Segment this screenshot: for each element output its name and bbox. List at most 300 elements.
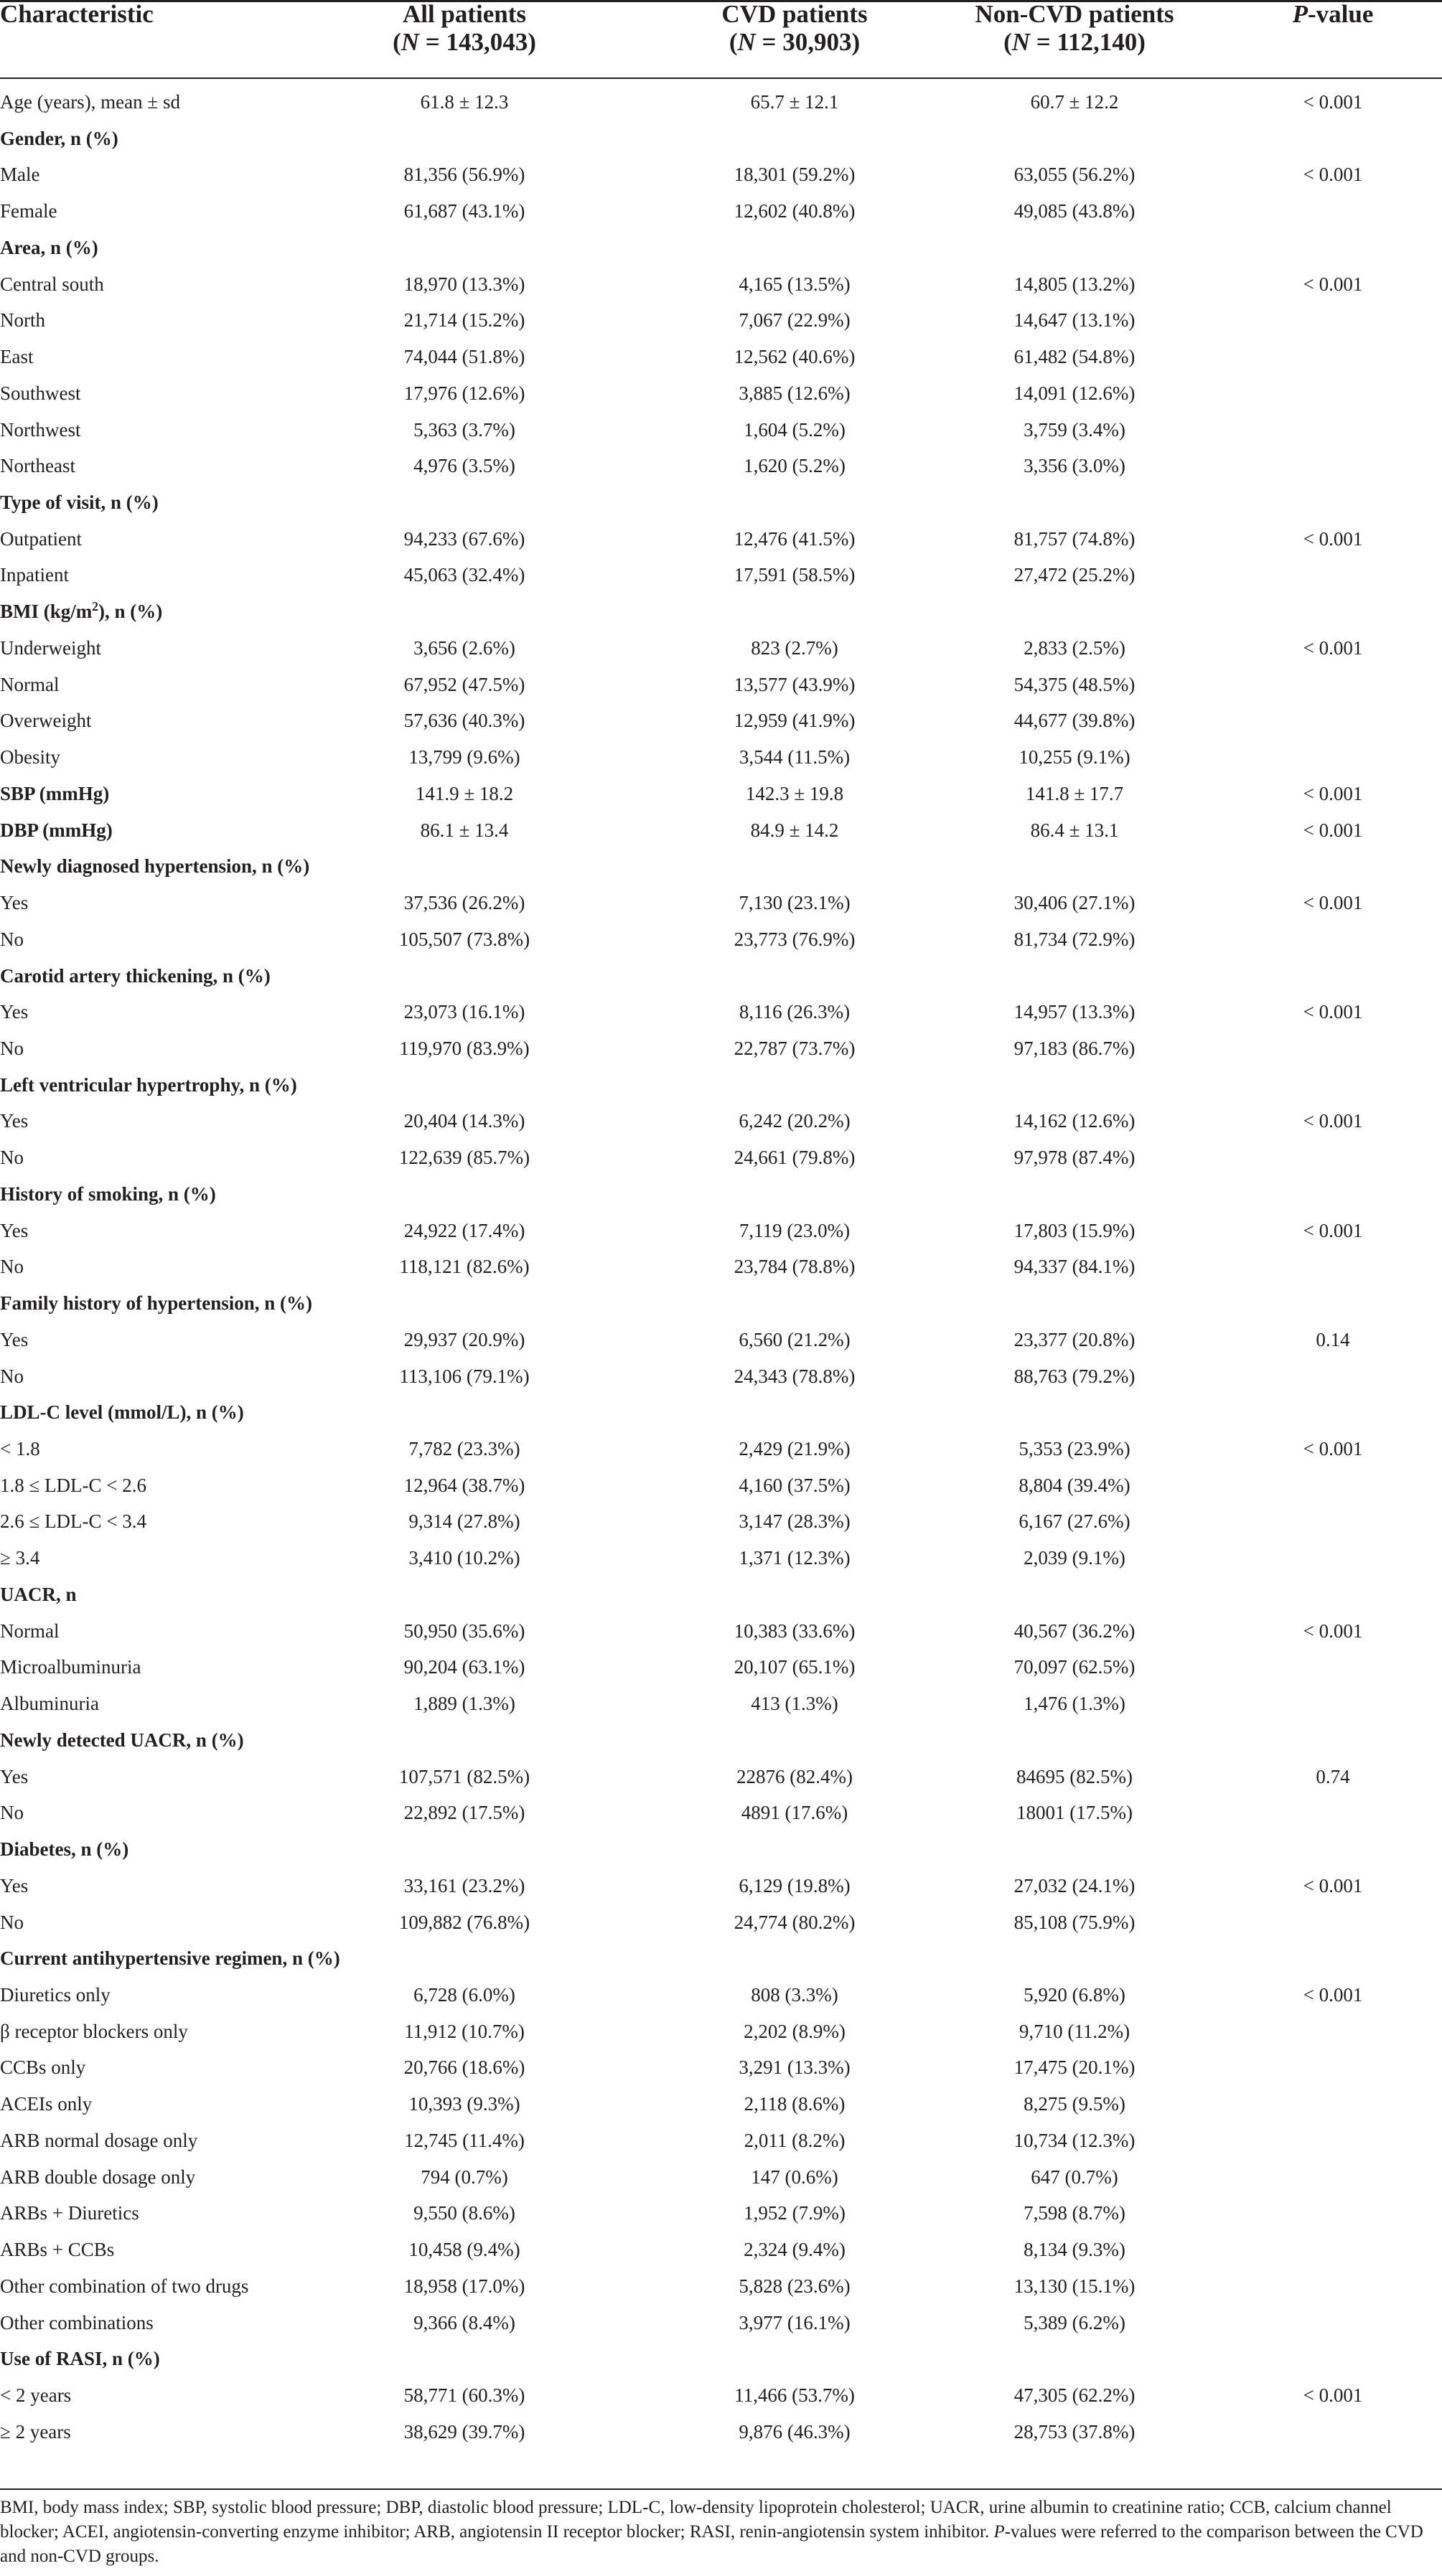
all-patients-cell: 5,363 (3.7%) [413, 418, 515, 441]
cvd-patients-cell: 9,876 (46.3%) [739, 2420, 851, 2443]
row-label: BMI $(kg/m^2)$, n (%) [0, 599, 163, 623]
header-rule [0, 77, 1442, 79]
row-label: No [0, 1037, 24, 1059]
noncvd-patients-cell: 14,647 (13.1%) [1013, 309, 1136, 332]
all-patients-cell: 20,766 (18.6%) [403, 2056, 525, 2079]
row-label: Left ventricular hypertrophy, n (%) [0, 1073, 297, 1096]
table-row [0, 1649, 1442, 1686]
cvd-patients-cell: 1,604 (5.2%) [744, 418, 846, 441]
table-row [0, 193, 1442, 230]
noncvd-patients-cell: 2,833 (2.5%) [1024, 636, 1125, 659]
table-section-row [0, 1722, 1442, 1759]
table-row [0, 2013, 1442, 2050]
row-label: Yes [0, 1219, 29, 1241]
header-noncvd-patients [938, 0, 1211, 79]
table-row [0, 1540, 1442, 1576]
cvd-patients-cell: 6,560 (21.2%) [739, 1328, 851, 1350]
cvd-patients-cell: 65.7 ± 12.1 [750, 91, 839, 113]
table-row [0, 667, 1442, 703]
p-value-cell: < 0.001 [1303, 1001, 1363, 1023]
p-value-cell: 0.74 [1316, 1765, 1350, 1787]
header-noncvd-patients-n: (N = 112,140) [1003, 28, 1146, 56]
cvd-patients-cell: 823 (2.7%) [751, 636, 838, 659]
noncvd-patients-cell: 7,598 (8.7%) [1024, 2202, 1125, 2224]
cvd-patients-cell: 23,784 (78.8%) [734, 1256, 856, 1278]
row-label: Current antihypertensive regimen, n (%) [0, 1947, 340, 1970]
row-label: Newly diagnosed hypertension, n (%) [0, 855, 310, 878]
all-patients-cell: 6,728 (6.0%) [413, 1983, 515, 2006]
header-p-value-label: P-value [1292, 0, 1374, 28]
all-patients-cell: 22,892 (17.5%) [403, 1802, 525, 1824]
all-patients-cell: 10,458 (9.4%) [408, 2239, 520, 2261]
all-patients-cell: 119,970 (83.9%) [399, 1037, 530, 1059]
all-patients-cell: 4,976 (3.5%) [413, 455, 515, 477]
noncvd-patients-cell: 28,753 (37.8%) [1013, 2420, 1136, 2443]
cvd-patients-cell: 84.9 ± 14.2 [750, 819, 839, 841]
noncvd-patients-cell: 17,475 (20.1%) [1013, 2056, 1136, 2079]
p-value-cell: < 0.001 [1303, 91, 1363, 113]
header-p-value [1225, 0, 1441, 79]
row-label: North [0, 309, 45, 332]
p-value-cell: < 0.001 [1303, 1219, 1363, 1241]
table-footnote: BMI, body mass index; SBP, systolic blood pressure; DBP, diastolic blood pressure; LDL-C, low-density lipoprotein cholesterol; UACR, urine albumin to creatinine ratio; CCB, calcium channel blocker; ACEI, angiotensin-converting enzyme inhibitor; ARB, angiotensin II receptor blocker; RASI, renin-angiotensin system inhibitor. P-values were referred to the comparison between the CVD and non-CVD groups. [0, 2498, 1423, 2566]
table-section-row [0, 1285, 1442, 1322]
noncvd-patients-cell: 47,305 (62.2%) [1013, 2384, 1136, 2406]
table-row [0, 1139, 1442, 1176]
cvd-patients-cell: 6,242 (20.2%) [739, 1110, 851, 1132]
table-row [0, 2414, 1442, 2450]
noncvd-patients-cell: 17,803 (15.9%) [1013, 1219, 1136, 1241]
table-row [0, 375, 1442, 412]
all-patients-cell: 61.8 ± 12.3 [420, 91, 509, 113]
row-label: ARBs + Diuretics [0, 2202, 139, 2224]
all-patients-cell: 794 (0.7%) [421, 2166, 508, 2188]
noncvd-patients-cell: 5,389 (6.2%) [1024, 2311, 1125, 2333]
row-label: Male [0, 164, 40, 186]
all-patients-cell: 105,507 (73.8%) [398, 928, 530, 950]
noncvd-patients-cell: 81,757 (74.8%) [1013, 527, 1136, 550]
table-row [0, 156, 1442, 193]
row-label: ≥ 2 years [0, 2420, 71, 2443]
table-row [0, 2159, 1442, 2196]
row-label: Age (years), mean ± sd [0, 91, 180, 113]
p-value-cell: < 0.001 [1303, 1983, 1363, 2006]
all-patients-cell: 23,073 (16.1%) [403, 1001, 525, 1023]
noncvd-patients-cell: 8,275 (9.5%) [1024, 2093, 1125, 2115]
table-row [0, 521, 1442, 558]
row-label: Gender, n (%) [0, 127, 118, 149]
row-label: No [0, 1147, 24, 1169]
all-patients-cell: 17,976 (12.6%) [403, 382, 525, 404]
table-section-row [0, 1940, 1442, 1977]
noncvd-patients-cell: 10,734 (12.3%) [1013, 2129, 1136, 2151]
cvd-patients-cell: 3,544 (11.5%) [739, 746, 851, 768]
noncvd-patients-cell: 94,337 (84.1%) [1013, 1256, 1136, 1278]
all-patients-cell: 67,952 (47.5%) [403, 673, 525, 695]
all-patients-cell: 12,745 (11.4%) [404, 2129, 525, 2151]
table-row [0, 921, 1442, 958]
cvd-patients-cell: 6,129 (19.8%) [739, 1874, 851, 1896]
table-row [0, 2268, 1442, 2305]
p-value-cell: 0.14 [1316, 1328, 1350, 1350]
row-label: ≥ 3.4 [0, 1547, 40, 1569]
cvd-patients-cell: 1,620 (5.2%) [744, 455, 846, 477]
row-label: Female [0, 200, 57, 222]
row-label: Normal [0, 1620, 60, 1642]
row-label: Yes [0, 1874, 29, 1896]
all-patients-cell: 109,882 (76.8%) [398, 1911, 530, 1933]
all-patients-cell: 13,799 (9.6%) [408, 746, 520, 768]
noncvd-patients-cell: 5,920 (6.8%) [1024, 1983, 1125, 2006]
row-label: East [0, 346, 34, 368]
row-label: Carotid artery thickening, n (%) [0, 964, 271, 987]
table-row [0, 1030, 1442, 1067]
p-value-cell: < 0.001 [1303, 892, 1363, 914]
table-row [0, 1213, 1442, 1249]
table-row [0, 1431, 1442, 1467]
noncvd-patients-cell: 8,134 (9.3%) [1024, 2239, 1125, 2261]
cvd-patients-cell: 7,067 (22.9%) [739, 309, 851, 332]
noncvd-patients-cell: 3,356 (3.0%) [1024, 455, 1125, 477]
row-label: No [0, 1911, 24, 1933]
p-value-cell: < 0.001 [1303, 1620, 1363, 1642]
table-section-row [0, 121, 1442, 157]
header-all-patients [328, 0, 601, 79]
table-section-row [0, 1576, 1442, 1613]
cvd-patients-cell: 2,011 (8.2%) [744, 2129, 846, 2151]
row-label: Type of visit, n (%) [0, 492, 159, 514]
p-value-cell: < 0.001 [1303, 636, 1363, 659]
table-row [0, 1904, 1442, 1941]
p-value-cell: < 0.001 [1303, 1874, 1363, 1896]
noncvd-patients-cell: 86.4 ± 13.1 [1030, 819, 1119, 841]
noncvd-patients-cell: 54,375 (48.5%) [1013, 673, 1136, 695]
table-section-row [0, 1067, 1442, 1104]
table-section-row [0, 776, 1442, 812]
noncvd-patients-cell: 647 (0.7%) [1031, 2166, 1118, 2188]
row-label: Newly detected UACR, n (%) [0, 1729, 244, 1751]
table-section-row [0, 1176, 1442, 1213]
table-row [0, 1795, 1442, 1831]
noncvd-patients-cell: 141.8 ± 17.7 [1025, 782, 1124, 804]
header-all-patients-label: All patients [402, 0, 527, 28]
all-patients-cell: 1,889 (1.3%) [413, 1693, 515, 1715]
cvd-patients-cell: 147 (0.6%) [751, 2166, 838, 2188]
table-row [0, 1103, 1442, 1139]
all-patients-cell: 7,782 (23.3%) [408, 1438, 520, 1459]
table-row [0, 1358, 1442, 1395]
row-label: Area, n (%) [0, 236, 98, 258]
p-value-cell: < 0.001 [1303, 2384, 1363, 2406]
table-row [0, 885, 1442, 921]
cvd-patients-cell: 2,324 (9.4%) [744, 2239, 846, 2261]
noncvd-patients-cell: 85,108 (75.9%) [1013, 1911, 1136, 1933]
all-patients-cell: 20,404 (14.3%) [403, 1110, 525, 1132]
table-row [0, 84, 1442, 121]
cvd-patients-cell: 3,885 (12.6%) [739, 382, 851, 404]
table-section-row [0, 230, 1442, 266]
row-label: Yes [0, 892, 29, 914]
row-label: β receptor blockers only [0, 2020, 188, 2042]
row-label: Yes [0, 1328, 29, 1350]
noncvd-patients-cell: 97,183 (86.7%) [1013, 1037, 1136, 1059]
cvd-patients-cell: 2,118 (8.6%) [744, 2093, 846, 2115]
cvd-patients-cell: 4891 (17.6%) [741, 1802, 848, 1824]
noncvd-patients-cell: 18001 (17.5%) [1016, 1802, 1133, 1824]
noncvd-patients-cell: 27,032 (24.1%) [1013, 1874, 1136, 1896]
all-patients-cell: 29,937 (20.9%) [403, 1328, 525, 1350]
cvd-patients-cell: 18,301 (59.2%) [734, 164, 856, 186]
all-patients-cell: 58,771 (60.3%) [403, 2384, 525, 2406]
noncvd-patients-cell: 44,677 (39.8%) [1013, 710, 1136, 732]
noncvd-patients-cell: 14,162 (12.6%) [1013, 1110, 1136, 1132]
table-row [0, 2377, 1442, 2414]
table-section-row [0, 1394, 1442, 1431]
table-section-row [0, 812, 1442, 849]
row-label: Yes [0, 1001, 29, 1023]
table-row [0, 412, 1442, 448]
noncvd-patients-cell: 10,255 (9.1%) [1019, 746, 1130, 768]
noncvd-patients-cell: 3,759 (3.4%) [1024, 418, 1125, 441]
noncvd-patients-cell: 2,039 (9.1%) [1024, 1547, 1125, 1569]
row-label: 2.6 ≤ LDL-C < 3.4 [0, 1510, 147, 1533]
noncvd-patients-cell: 8,804 (39.4%) [1019, 1474, 1130, 1496]
all-patients-cell: 33,161 (23.2%) [403, 1874, 525, 1896]
noncvd-patients-cell: 9,710 (11.2%) [1019, 2020, 1130, 2042]
all-patients-cell: 50,950 (35.6%) [403, 1620, 525, 1642]
cvd-patients-cell: 5,828 (23.6%) [739, 2275, 851, 2297]
table-row [0, 994, 1442, 1030]
all-patients-cell: 61,687 (43.1%) [403, 200, 525, 222]
noncvd-patients-cell: 27,472 (25.2%) [1013, 564, 1136, 586]
noncvd-patients-cell: 30,406 (27.1%) [1013, 892, 1136, 914]
row-label: Other combinations [0, 2311, 154, 2333]
row-label: Yes [0, 1765, 29, 1787]
all-patients-cell: 3,410 (10.2%) [408, 1547, 520, 1569]
cvd-patients-cell: 3,147 (28.3%) [739, 1510, 851, 1533]
cvd-patients-cell: 22876 (82.4%) [736, 1765, 853, 1787]
table-row [0, 1613, 1442, 1650]
table-section-row [0, 958, 1442, 995]
table-row [0, 2086, 1442, 2123]
cvd-patients-cell: 13,577 (43.9%) [734, 673, 856, 695]
row-label: No [0, 1802, 24, 1824]
row-label: CCBs only [0, 2056, 86, 2079]
row-label: Diabetes, n (%) [0, 1838, 129, 1861]
cvd-patients-cell: 4,160 (37.5%) [739, 1474, 851, 1496]
cvd-patients-cell: 23,773 (76.9%) [734, 928, 856, 950]
cvd-patients-cell: 12,959 (41.9%) [734, 710, 856, 732]
all-patients-cell: 11,912 (10.7%) [404, 2020, 525, 2042]
cvd-patients-cell: 11,466 (53.7%) [734, 2384, 855, 2406]
header-characteristic [0, 0, 154, 79]
table-section-row [0, 593, 1442, 630]
noncvd-patients-cell: 88,763 (79.2%) [1013, 1365, 1136, 1387]
table-row [0, 339, 1442, 375]
all-patients-cell: 9,366 (8.4%) [413, 2311, 515, 2333]
cvd-patients-cell: 24,343 (78.8%) [734, 1365, 856, 1387]
header-cvd-patients [658, 0, 931, 79]
row-label: DBP (mmHg) [0, 819, 113, 841]
row-label: < 2 years [0, 2384, 72, 2406]
noncvd-patients-cell: 14,957 (13.3%) [1013, 1001, 1136, 1023]
table-row [0, 1503, 1442, 1540]
p-value-cell: < 0.001 [1303, 164, 1363, 186]
table-row [0, 2305, 1442, 2341]
table-row [0, 739, 1442, 776]
row-label: Other combination of two drugs [0, 2275, 249, 2297]
all-patients-cell: 12,964 (38.7%) [403, 1474, 525, 1496]
all-patients-cell: 45,063 (32.4%) [403, 564, 525, 586]
all-patients-cell: 86.1 ± 13.4 [420, 819, 509, 841]
cvd-patients-cell: 12,476 (41.5%) [734, 527, 856, 550]
noncvd-patients-cell: 81,734 (72.9%) [1013, 928, 1136, 950]
cvd-patients-cell: 3,291 (13.3%) [739, 2056, 851, 2079]
noncvd-patients-cell: 60.7 ± 12.2 [1030, 91, 1119, 113]
row-label: Northwest [0, 418, 81, 441]
table-row [0, 1467, 1442, 1504]
table-row [0, 448, 1442, 484]
p-value-cell: < 0.001 [1303, 273, 1363, 295]
row-label: Inpatient [0, 564, 69, 586]
cvd-patients-cell: 142.3 ± 19.8 [745, 782, 844, 804]
p-value-cell: < 0.001 [1303, 819, 1363, 841]
header-cvd-patients-n: (N = 30,903) [729, 28, 861, 56]
header-noncvd-patients-label: Non-CVD patients [975, 0, 1174, 28]
table-row [0, 557, 1442, 593]
table-row [0, 1868, 1442, 1904]
row-label: Use of RASI, n (%) [0, 2348, 160, 2370]
cvd-patients-cell: 8,116 (26.3%) [739, 1001, 851, 1023]
header-all-patients-n: (N = 143,043) [393, 28, 536, 56]
row-label: Outpatient [0, 527, 82, 550]
all-patients-cell: 9,550 (8.6%) [413, 2202, 515, 2224]
row-label: 1.8 ≤ LDL-C < 2.6 [0, 1474, 147, 1496]
header-cvd-patients-label: CVD patients [721, 0, 868, 28]
row-label: No [0, 1365, 24, 1387]
cvd-patients-cell: 12,602 (40.8%) [734, 200, 856, 222]
cvd-patients-cell: 3,977 (16.1%) [739, 2311, 851, 2333]
table-row [0, 302, 1442, 339]
cvd-patients-cell: 7,119 (23.0%) [739, 1219, 851, 1241]
cvd-patients-cell: 20,107 (65.1%) [734, 1656, 856, 1678]
row-label: History of smoking, n (%) [0, 1183, 216, 1205]
cvd-patients-cell: 17,591 (58.5%) [734, 564, 856, 586]
table-row [0, 2049, 1442, 2086]
all-patients-cell: 18,958 (17.0%) [403, 2275, 525, 2297]
table-row [0, 2232, 1442, 2268]
row-label: LDL-C level (mmol/L), n (%) [0, 1401, 244, 1424]
cvd-patients-cell: 413 (1.3%) [751, 1693, 838, 1715]
all-patients-cell: 113,106 (79.1%) [399, 1365, 530, 1387]
all-patients-cell: 37,536 (26.2%) [403, 892, 525, 914]
all-patients-cell: 9,314 (27.8%) [408, 1510, 520, 1533]
cvd-patients-cell: 7,130 (23.1%) [739, 892, 851, 914]
all-patients-cell: 122,639 (85.7%) [398, 1147, 530, 1169]
table-section-row [0, 848, 1442, 885]
cvd-patients-cell: 1,952 (7.9%) [744, 2202, 846, 2224]
table-row [0, 1759, 1442, 1795]
p-value-cell: < 0.001 [1303, 1438, 1363, 1459]
table-row [0, 2195, 1442, 2232]
row-label: Yes [0, 1110, 29, 1132]
noncvd-patients-cell: 14,091 (12.6%) [1013, 382, 1136, 404]
all-patients-cell: 21,714 (15.2%) [403, 309, 525, 332]
row-label: < 1.8 [0, 1438, 40, 1459]
header-characteristic-label: Characteristic [0, 0, 154, 28]
table-row [0, 1249, 1442, 1285]
all-patients-cell: 74,044 (51.8%) [403, 346, 525, 368]
row-label: No [0, 928, 24, 950]
cvd-patients-cell: 10,383 (33.6%) [734, 1620, 856, 1642]
all-patients-cell: 118,121 (82.6%) [399, 1256, 530, 1278]
p-value-cell: < 0.001 [1303, 1110, 1363, 1132]
cvd-patients-cell: 2,202 (8.9%) [744, 2020, 846, 2042]
row-label: Diuretics only [0, 1983, 111, 2006]
p-value-cell: < 0.001 [1303, 782, 1363, 804]
row-label: Central south [0, 273, 104, 295]
noncvd-patients-cell: 13,130 (15.1%) [1013, 2275, 1136, 2297]
noncvd-patients-cell: 14,805 (13.2%) [1013, 273, 1136, 295]
all-patients-cell: 38,629 (39.7%) [403, 2420, 525, 2443]
noncvd-patients-cell: 5,353 (23.9%) [1019, 1438, 1130, 1459]
all-patients-cell: 107,571 (82.5%) [398, 1765, 530, 1787]
row-label: ARB double dosage only [0, 2166, 196, 2188]
cvd-patients-cell: 22,787 (73.7%) [734, 1037, 856, 1059]
table-row [0, 1686, 1442, 1722]
row-label: Obesity [0, 746, 60, 768]
cvd-patients-cell: 24,661 (79.8%) [734, 1147, 856, 1169]
all-patients-cell: 94,233 (67.6%) [403, 527, 525, 550]
all-patients-cell: 18,970 (13.3%) [403, 273, 525, 295]
all-patients-cell: 3,656 (2.6%) [413, 636, 515, 659]
cvd-patients-cell: 2,429 (21.9%) [739, 1438, 851, 1459]
cvd-patients-cell: 12,562 (40.6%) [734, 346, 856, 368]
table-row [0, 2123, 1442, 2159]
all-patients-cell: 57,636 (40.3%) [403, 710, 525, 732]
noncvd-patients-cell: 84695 (82.5%) [1016, 1765, 1133, 1787]
row-label: Albuminuria [0, 1693, 99, 1715]
all-patients-cell: 81,356 (56.9%) [403, 164, 525, 186]
row-label: Normal [0, 673, 60, 695]
noncvd-patients-cell: 63,055 (56.2%) [1013, 164, 1136, 186]
cvd-patients-cell: 808 (3.3%) [751, 1983, 838, 2006]
row-label: ARB normal dosage only [0, 2129, 198, 2151]
row-label: UACR, n [0, 1583, 77, 1605]
row-label: Underweight [0, 636, 101, 659]
cvd-patients-cell: 4,165 (13.5%) [739, 273, 851, 295]
row-label: Southwest [0, 382, 81, 404]
noncvd-patients-cell: 6,167 (27.6%) [1019, 1510, 1130, 1533]
all-patients-cell: 24,922 (17.4%) [403, 1219, 525, 1241]
p-value-cell: < 0.001 [1303, 527, 1363, 550]
noncvd-patients-cell: 97,978 (87.4%) [1013, 1147, 1136, 1169]
noncvd-patients-cell: 40,567 (36.2%) [1013, 1620, 1136, 1642]
row-label: Family history of hypertension, n (%) [0, 1292, 312, 1315]
row-label: ARBs + CCBs [0, 2239, 115, 2261]
table-section-row [0, 1831, 1442, 1868]
all-patients-cell: 10,393 (9.3%) [408, 2093, 520, 2115]
row-label: ACEIs only [0, 2093, 93, 2115]
table-row [0, 1977, 1442, 2013]
all-patients-cell: 141.9 ± 18.2 [415, 782, 514, 804]
row-label: SBP (mmHg) [0, 782, 110, 804]
row-label: Overweight [0, 710, 92, 732]
bottom-rule [0, 2488, 1442, 2490]
noncvd-patients-cell: 23,377 (20.8%) [1013, 1328, 1136, 1350]
noncvd-patients-cell: 1,476 (1.3%) [1024, 1693, 1125, 1715]
noncvd-patients-cell: 49,085 (43.8%) [1013, 200, 1136, 222]
